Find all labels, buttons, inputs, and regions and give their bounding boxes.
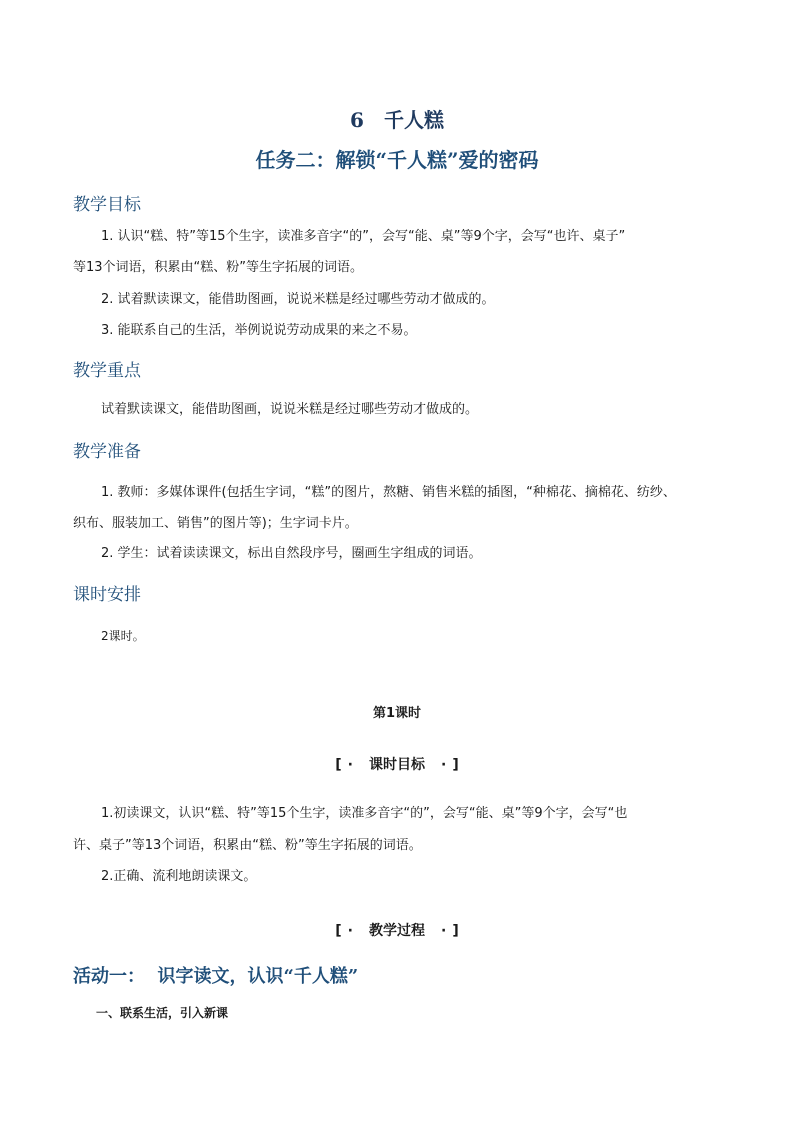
bullet-dot: ·: [441, 757, 447, 773]
left-bracket: [: [335, 923, 342, 939]
schedule-text: 2课时。: [101, 629, 145, 643]
objective-line-1: 1. 认识“糕、特”等15个生字，读准多音字“的”，会写“能、桌”等9个字，会写“也许、桌子”: [101, 229, 626, 244]
lesson1-objectives-heading: [0, 754, 794, 774]
bullet-dot: ·: [441, 923, 447, 939]
bullet-dot: ·: [347, 923, 353, 939]
lesson1-objectives-heading-text: 课时目标: [369, 757, 425, 773]
lesson-title-text: 千人糕: [383, 108, 444, 132]
preparation-line-3: 2. 学生：试着读读课文，标出自然段序号，圈画生字组成的词语。: [101, 546, 482, 561]
objective-line-2: 等13个词语，积累由“糕、粉”等生字拓展的词语。: [73, 260, 364, 275]
preparation-line-2: 织布、服装加工、销售”的图片等)；生字词卡片。: [73, 516, 358, 531]
lesson1-objective-line-2: 许、桌子”等13个词语，积累由“糕、粉”等生字拓展的词语。: [73, 838, 422, 853]
lesson1-objective-line-1: 1.初读课文，认识“糕、特”等15个生字，读准多音字“的”，会写“能、桌”等9个字，会写“也: [101, 806, 628, 821]
lesson-number: 6: [350, 108, 364, 132]
left-bracket: [: [335, 757, 342, 773]
process-heading-text: 教学过程: [369, 923, 425, 939]
key-points-heading: 教学重点: [73, 361, 141, 381]
right-bracket: ]: [452, 923, 459, 939]
objective-line-3: 2. 试着默读课文，能借助图画，说说米糕是经过哪些劳动才做成的。: [101, 292, 495, 307]
lesson-title: [0, 104, 794, 133]
process-heading: [0, 920, 794, 940]
lesson1-heading: 第1课时: [372, 706, 422, 721]
objective-line-4: 3. 能联系自己的生活，举例说说劳动成果的来之不易。: [101, 323, 417, 338]
schedule-heading: 课时安排: [73, 585, 141, 605]
right-bracket: ]: [452, 757, 459, 773]
task-title: 任务二：解锁“千人糕”爱的密码: [255, 148, 539, 172]
activity-1-heading: 活动一： 识字读文，认识“千人糕”: [73, 966, 359, 987]
key-points-text: 试着默读课文，能借助图画，说说米糕是经过哪些劳动才做成的。: [101, 402, 479, 417]
objectives-heading: 教学目标: [73, 195, 141, 215]
lesson1-objective-line-3: 2.正确、流利地朗读课文。: [101, 869, 257, 884]
preparation-line-1: 1. 教师：多媒体课件(包括生字词，“糕”的图片，熬糖、销售米糕的插图，“种棉花、摘棉花、纺纱、: [101, 485, 676, 500]
preparation-heading: 教学准备: [73, 442, 141, 462]
bullet-dot: ·: [347, 757, 353, 773]
step-1-heading: 一、联系生活，引入新课: [96, 1006, 229, 1020]
